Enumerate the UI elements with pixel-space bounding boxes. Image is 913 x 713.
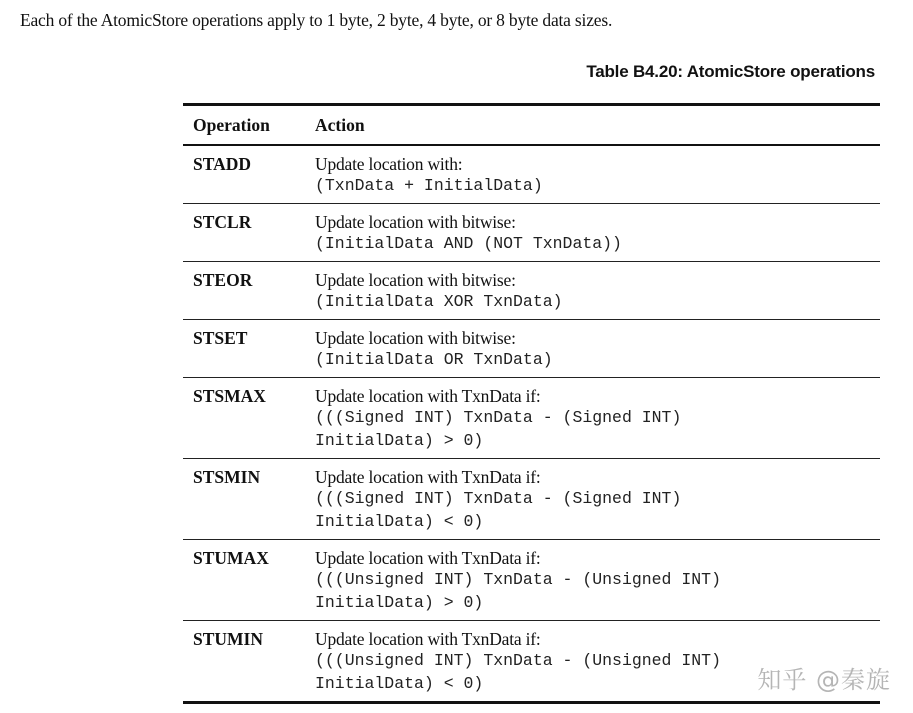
table-row	[183, 203, 880, 261]
table-row	[183, 261, 880, 319]
action-cell	[315, 154, 880, 197]
table-row	[183, 146, 880, 203]
operation-name: STEOR	[193, 270, 253, 290]
action-description: Update location with:	[315, 154, 463, 174]
table-caption: Table B4.20: AtomicStore operations	[586, 62, 875, 81]
action-description: Update location with bitwise:	[315, 328, 516, 348]
watermark-text: 知乎 @秦旋	[757, 666, 891, 694]
action-description: Update location with TxnData if:	[315, 629, 541, 649]
action-code: (((Unsigned INT) TxnData - (Unsigned INT)	[315, 651, 721, 670]
table-row	[183, 458, 880, 539]
action-code: (((Signed INT) TxnData - (Signed INT)	[315, 408, 682, 427]
atomicstore-operations-table	[183, 103, 880, 704]
table-row	[183, 319, 880, 377]
header-operation: Operation	[193, 114, 270, 135]
action-code: (TxnData + InitialData)	[315, 176, 543, 195]
action-code: (((Signed INT) TxnData - (Signed INT)	[315, 489, 682, 508]
operation-name: STCLR	[193, 212, 252, 232]
action-code: (InitialData XOR TxnData)	[315, 292, 563, 311]
header-action: Action	[315, 114, 365, 135]
action-code: InitialData) > 0)	[315, 431, 484, 450]
operation-name: STSMAX	[193, 386, 266, 406]
action-code: (InitialData AND (NOT TxnData))	[315, 234, 622, 253]
operation-name: STUMIN	[193, 629, 264, 649]
action-code: (InitialData OR TxnData)	[315, 350, 553, 369]
action-description: Update location with TxnData if:	[315, 386, 541, 406]
operation-name: STUMAX	[193, 548, 269, 568]
action-cell	[315, 212, 880, 255]
table-header-row	[183, 106, 880, 146]
action-description: Update location with bitwise:	[315, 212, 516, 232]
action-cell	[315, 548, 880, 614]
action-cell	[315, 467, 880, 533]
action-code: InitialData) < 0)	[315, 512, 484, 531]
operation-name: STSET	[193, 328, 248, 348]
action-code: InitialData) < 0)	[315, 674, 484, 693]
action-code: (((Unsigned INT) TxnData - (Unsigned INT)	[315, 570, 721, 589]
action-description: Update location with TxnData if:	[315, 548, 541, 568]
table-row	[183, 377, 880, 458]
action-cell	[315, 270, 880, 313]
operation-name: STADD	[193, 154, 252, 174]
action-cell	[315, 386, 880, 452]
action-cell	[315, 328, 880, 371]
intro-paragraph: Each of the AtomicStore operations apply to 1 byte, 2 byte, 4 byte, or 8 byte data sizes.	[20, 10, 613, 30]
operation-name: STSMIN	[193, 467, 261, 487]
action-code: InitialData) > 0)	[315, 593, 484, 612]
action-description: Update location with TxnData if:	[315, 467, 541, 487]
action-description: Update location with bitwise:	[315, 270, 516, 290]
table-row	[183, 539, 880, 620]
